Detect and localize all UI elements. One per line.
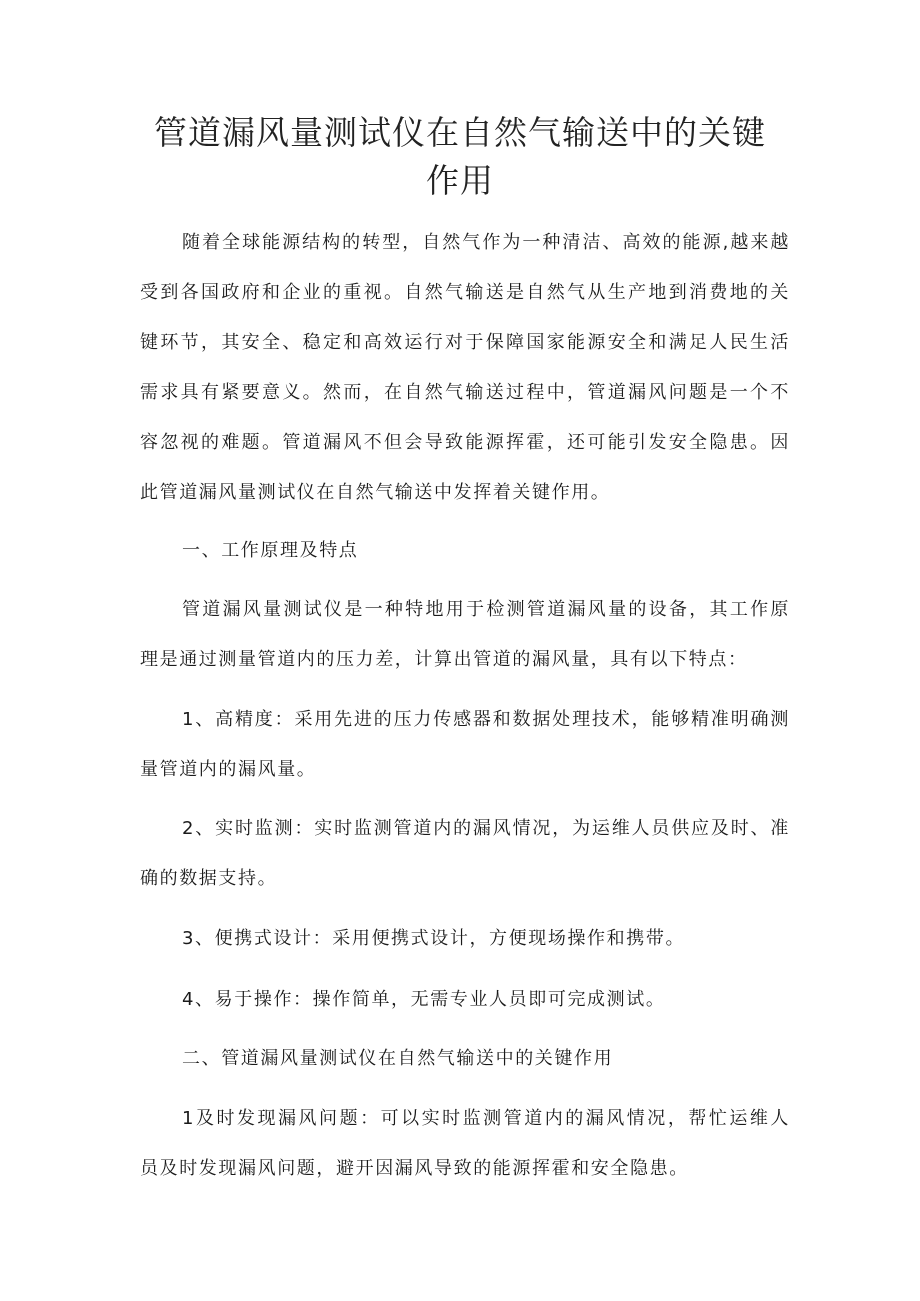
feature-2-line: 确的数据支持。: [140, 868, 278, 889]
feature-3-paragraph: 3、便携式设计：采用便携式设计，方便现场操作和携带。: [182, 928, 686, 949]
feature-1-paragraph: [140, 703, 790, 787]
intro-line: 需求具有紧要意义。然而，在自然气输送过程中，管道漏风问题是一个不: [140, 382, 790, 403]
intro-line: 随着全球能源结构的转型，自然气作为一种清洁、高效的能源,越来越: [182, 232, 790, 253]
role-1-line: 1及时发现漏风问题：可以实时监测管道内的漏风情况，帮忙运维人: [182, 1108, 790, 1129]
section-1-intro-line: 理是通过测量管道内的压力差，计算出管道的漏风量，具有以下特点：: [140, 649, 748, 670]
document-title-line-2: 作用: [426, 161, 494, 200]
feature-4-paragraph: 4、易于操作：操作简单，无需专业人员即可完成测试。: [182, 989, 666, 1010]
section-1-intro-paragraph: [140, 593, 790, 677]
section-1-heading: 一、工作原理及特点: [182, 540, 359, 561]
section-1-intro-line: 管道漏风量测试仪是一种特地用于检测管道漏风量的设备，其工作原: [182, 599, 790, 620]
intro-line: 此管道漏风量测试仪在自然气输送中发挥着关键作用。: [140, 482, 611, 503]
intro-line: 受到各国政府和企业的重视。自然气输送是自然气从生产地到消费地的关: [140, 282, 790, 303]
feature-2-paragraph: [140, 812, 790, 896]
intro-line: 容忽视的难题。管道漏风不但会导致能源挥霍，还可能引发安全隐患。因: [140, 432, 790, 453]
intro-paragraph: [140, 226, 790, 510]
feature-2-line: 2、实时监测：实时监测管道内的漏风情况，为运维人员供应及时、准: [182, 818, 790, 839]
role-1-line: 员及时发现漏风问题，避开因漏风导致的能源挥霍和安全隐患。: [140, 1158, 689, 1179]
intro-line: 键环节，其安全、稳定和高效运行对于保障国家能源安全和满足人民生活: [140, 332, 790, 353]
feature-1-line: 1、高精度：采用先进的压力传感器和数据处理技术，能够精准明确测: [182, 709, 790, 730]
role-1-paragraph: [140, 1102, 790, 1186]
section-2-heading: 二、管道漏风量测试仪在自然气输送中的关键作用: [182, 1048, 614, 1069]
document-title-line-1: 管道漏风量测试仪在自然气输送中的关键: [154, 113, 766, 152]
feature-1-line: 量管道内的漏风量。: [140, 759, 317, 780]
